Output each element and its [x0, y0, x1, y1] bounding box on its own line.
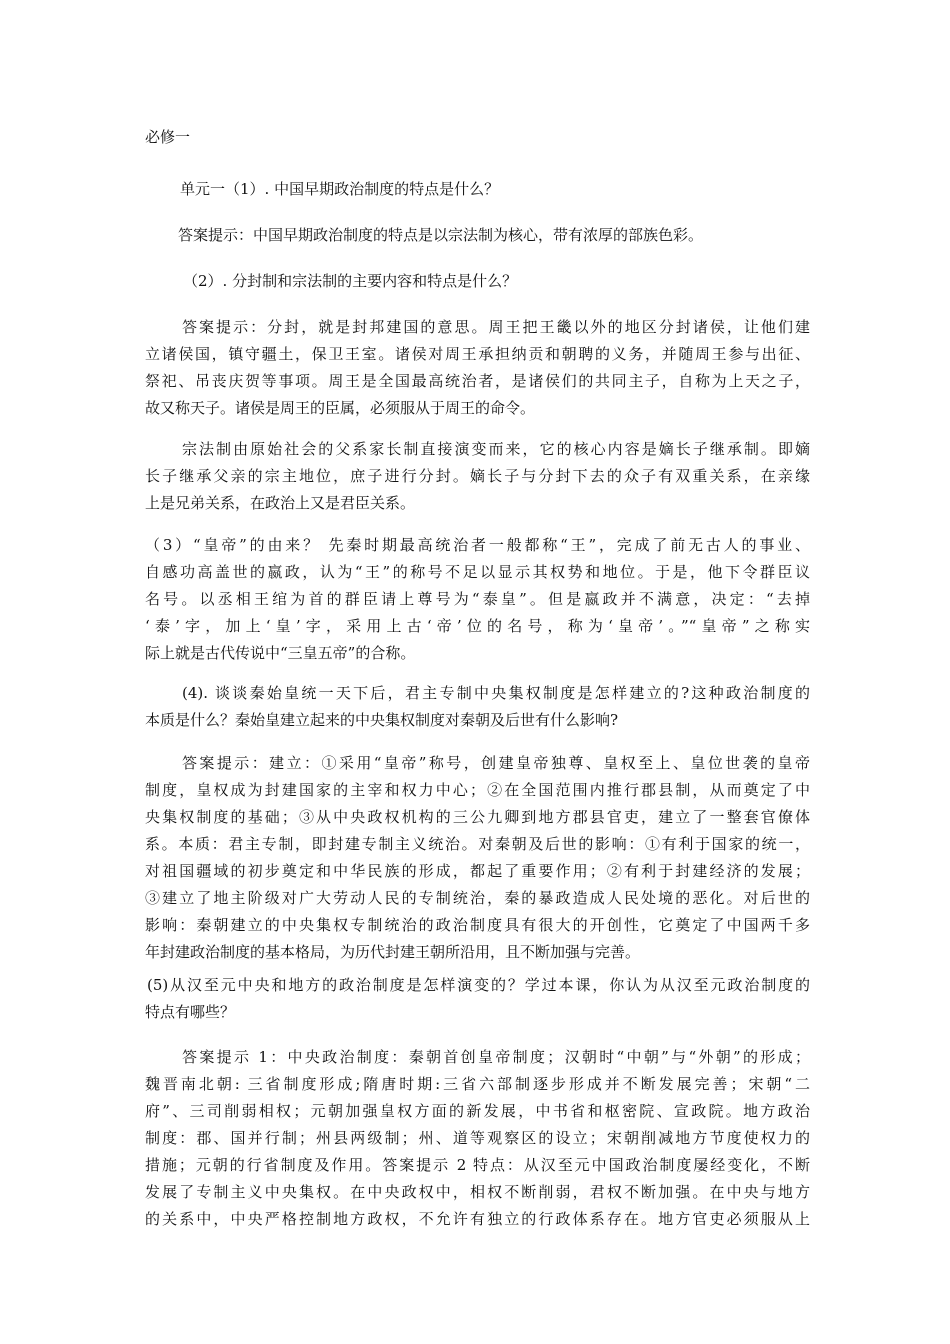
answer-5-line: 答案提示 1：中央政治制度：秦朝首创皇帝制度；汉朝时“中朝”与“外朝”的形成；: [182, 1048, 810, 1066]
answer-4: [145, 750, 810, 966]
question-3-line: （3）“皇帝”的由来？ 先秦时期最高统治者一般都称“王”，完成了前无古人的事业、: [145, 536, 810, 554]
question-1-text: 单元一（1）. 中国早期政治制度的特点是什么？: [180, 180, 500, 198]
question-1: [180, 176, 845, 203]
answer-4-line: 央集权制度的基础；③从中央政权机构的三公九卿到地方郡县官吏，建立了一整套官僚体: [145, 808, 810, 826]
answer-2-zongfa: [145, 436, 810, 517]
document-heading: [145, 124, 810, 151]
answer-4-line: ③建立了地主阶级对广大劳动人民的专制统治，秦的暴政造成人民处境的恶化。对后世的: [145, 889, 810, 907]
answer-4-line: 制度，皇权成为封建国家的主宰和权力中心；②在全国范围内推行郡县制，从而奠定了中: [145, 781, 810, 799]
answer-2-line: 答案提示：分封，就是封邦建国的意思。周王把王畿以外的地区分封诸侯，让他们建: [182, 318, 810, 336]
heading-text: 必修一: [145, 128, 191, 146]
answer-4-line: 系。本质：君主专制，即封建专制主义统治。对秦朝及后世的影响：①有利于国家的统一，: [145, 835, 810, 853]
question-3-line: ‘泰’字，加上‘皇’字，采用上古‘帝’位的名号，称为‘皇帝’。”“皇帝”之称实: [145, 617, 810, 635]
answer-2-zongfa-line: 长子继承父亲的宗主地位，庶子进行分封。嫡长子与分封下去的众子有双重关系，在亲缘: [145, 467, 810, 485]
answer-2-line: 故又称天子。诸侯是周王的臣属，必须服从于周王的命令。: [145, 399, 536, 417]
question-5-line: (5)从汉至元中央和地方的政治制度是怎样演变的？学过本课，你认为从汉至元政治制度的: [147, 976, 810, 994]
question-3-line: 名号。以丞相王绾为首的群臣请上尊号为“泰皇”。但是嬴政并不满意，决定：“去掉: [145, 590, 810, 608]
answer-5-line: 制度：郡、国并行制；州县两级制；州、道等观察区的设立；宋朝削减地方节度使权力的: [145, 1129, 810, 1147]
answer-5-line: 的关系中，中央严格控制地方政权，不允许有独立的行政体系存在。地方官吏必须服从上: [145, 1210, 810, 1228]
question-4-line: 本质是什么？秦始皇建立起来的中央集权制度对秦朝及后世有什么影响?: [145, 711, 619, 729]
question-3-line: 自感功高盖世的嬴政，认为“王”的称号不足以显示其权势和地位。于是，他下令群臣议: [145, 563, 810, 581]
question-4: [145, 680, 810, 734]
answer-5-line: 府”、三司削弱相权；元朝加强皇权方面的新发展，中书省和枢密院、宣政院。地方政治: [145, 1102, 810, 1120]
answer-1-text: 答案提示：中国早期政治制度的特点是以宗法制为核心，带有浓厚的部族色彩。: [178, 226, 704, 244]
question-4-line: (4). 谈谈秦始皇统一天下后，君主专制中央集权制度是怎样建立的?这种政治制度的: [182, 684, 810, 702]
answer-2: [145, 314, 810, 422]
answer-2-line: 祭祀、吊丧庆贺等事项。周王是全国最高统治者，是诸侯们的共同主子，自称为上天之子，: [145, 372, 810, 390]
question-2-text: （2）. 分封制和宗法制的主要内容和特点是什么？: [183, 272, 518, 290]
answer-2-zongfa-line: 上是兄弟关系，在政治上又是君臣关系。: [145, 494, 416, 512]
answer-4-line: 对祖国疆域的初步奠定和中华民族的形成，都起了重要作用；②有利于封建经济的发展；: [145, 862, 810, 880]
question-5-line: 特点有哪些？: [145, 1003, 236, 1021]
answer-2-zongfa-line: 宗法制由原始社会的父系家长制直接演变而来，它的核心内容是嫡长子继承制。即嫡: [182, 440, 810, 458]
answer-5: [145, 1044, 810, 1233]
answer-4-line: 答案提示：建立：①采用“皇帝”称号，创建皇帝独尊、皇权至上、皇位世袭的皇帝: [182, 754, 810, 772]
answer-4-line: 年封建政治制度的基本格局，为历代封建王朝所沿用，且不断加强与完善。: [145, 943, 641, 961]
answer-5-line: 措施；元朝的行省制度及作用。答案提示 2 特点：从汉至元中国政治制度屡经变化，不断: [145, 1156, 810, 1174]
answer-5-line: 发展了专制主义中央集权。在中央政权中，相权不断削弱，君权不断加强。在中央与地方: [145, 1183, 810, 1201]
question-2: [183, 268, 848, 295]
answer-4-line: 影响：秦朝建立的中央集权专制统治的政治制度具有很大的开创性，它奠定了中国两千多: [145, 916, 810, 934]
question-5: [145, 972, 810, 1026]
question-3-line: 际上就是古代传说中“三皇五帝”的合称。: [145, 644, 416, 662]
question-3: [145, 532, 810, 667]
answer-2-line: 立诸侯国，镇守疆土，保卫王室。诸侯对周王承担纳贡和朝聘的义务，并随周王参与出征、: [145, 345, 810, 363]
answer-5-line: 魏晋南北朝: 三省制度形成;隋唐时期:三省六部制逐步形成并不断发展完善；宋朝“二: [145, 1075, 810, 1093]
answer-1: [178, 222, 843, 249]
